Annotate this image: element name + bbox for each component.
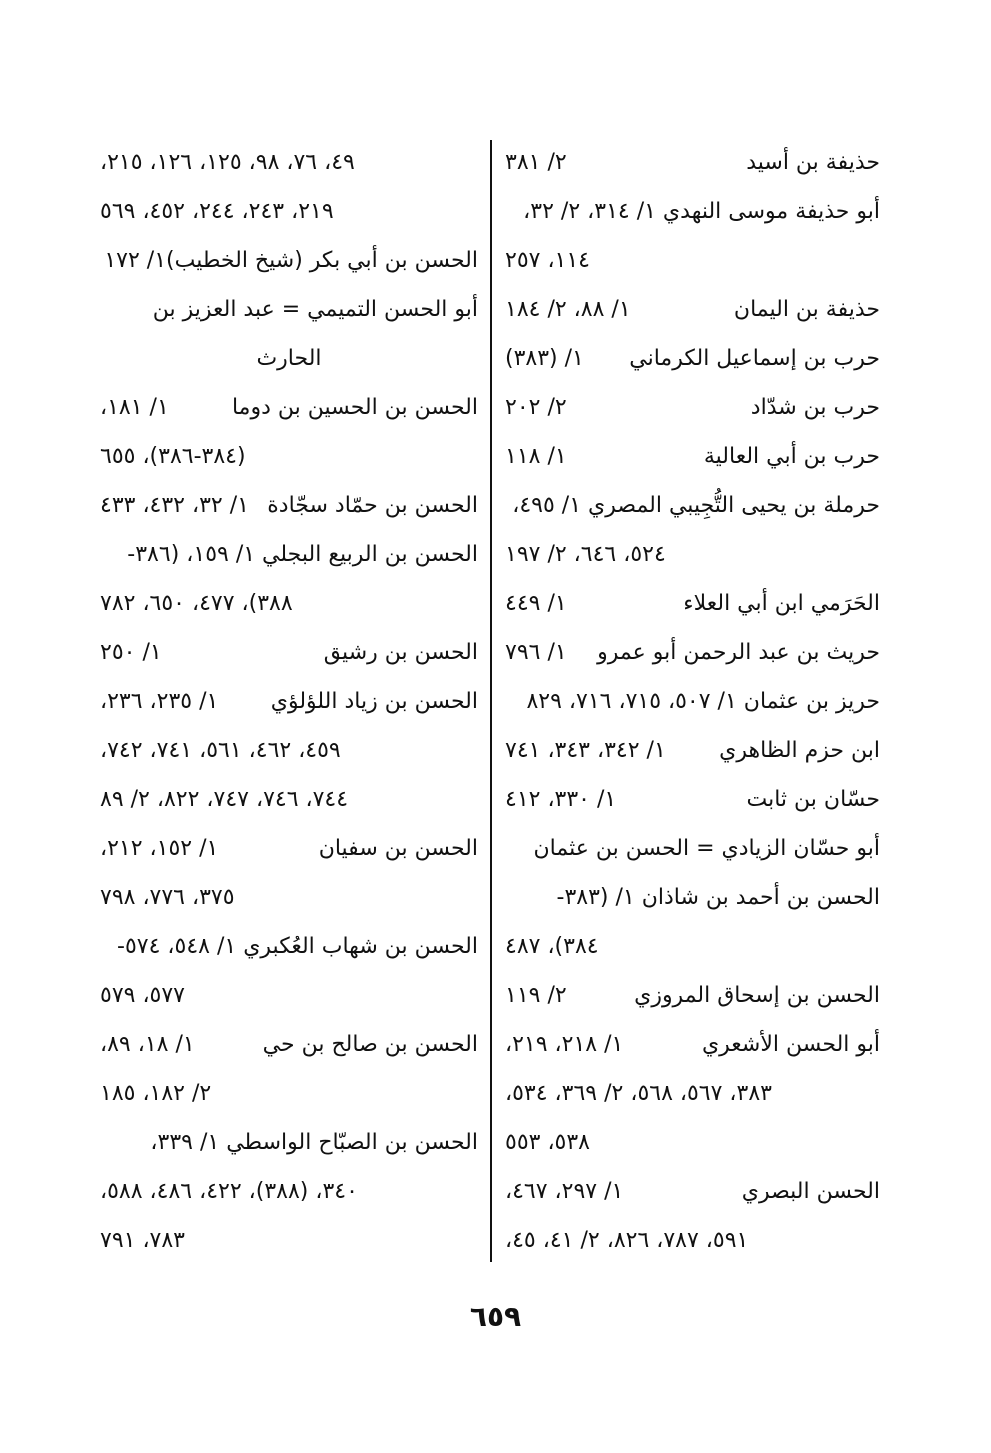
- entry-name: الحسن البصري: [741, 1179, 880, 1204]
- index-entry-line: [100, 334, 478, 383]
- entry-references: ٢/ ٣٨١: [505, 150, 567, 175]
- entry-continuation: ٤٥٩، ٤٦٢، ٥٦١، ٧٤١، ٧٤٢،: [100, 738, 341, 763]
- entry-references: ١/ ٢٥٠: [100, 640, 162, 665]
- index-entry-line: [100, 432, 478, 481]
- entry-name: حريث بن عبد الرحمن أبو عمرو: [597, 640, 880, 665]
- entry-continuation: (٣٨٤-٣٨٦)، ٦٥٥: [100, 444, 246, 469]
- index-entry-line: [505, 628, 880, 677]
- entry-text: الحسن بن الربيع البجلي ١/ ١٥٩، (٣٨٦-: [127, 542, 478, 567]
- entry-continuation: ١١٤، ٢٥٧: [505, 248, 590, 273]
- entry-references: ١/ ٣٣٠، ٤١٢: [505, 787, 617, 812]
- entry-references: ١/ ١٥٢، ٢١٢،: [100, 836, 219, 861]
- entry-name: الحسن بن حمّاد سجّادة: [267, 493, 478, 518]
- entry-text: أبو حسّان الزيادي = الحسن بن عثمان: [533, 836, 880, 861]
- index-entry-line: [100, 530, 478, 579]
- index-entry-line: [100, 971, 478, 1020]
- index-entry-line: [505, 873, 880, 922]
- entry-continuation: ٣٨٣، ٥٦٧، ٥٦٨، ٢/ ٣٦٩، ٥٣٤،: [505, 1081, 772, 1106]
- index-entry-line: [100, 726, 478, 775]
- entry-text: حريز بن عثمان ١/ ٥٠٧، ٧١٥، ٧١٦، ٨٢٩: [526, 689, 880, 714]
- index-entry-line: [100, 579, 478, 628]
- index-entry-line: [100, 677, 478, 726]
- index-entry-line: [100, 1020, 478, 1069]
- entry-continuation: ٧٤٤، ٧٤٦، ٧٤٧، ٨٢٢، ٢/ ٨٩: [100, 787, 349, 812]
- index-entry-line: [505, 1118, 880, 1167]
- index-entry-line: [505, 922, 880, 971]
- index-entry-line: [505, 824, 880, 873]
- entry-references: ٢/ ١١٩: [505, 983, 567, 1008]
- entry-name: الحسن بن الحسين بن دوما: [231, 395, 478, 420]
- entry-name: الحسن بن صالح بن حي: [262, 1032, 478, 1057]
- entry-continuation: ٣٧٥، ٧٧٦، ٧٩٨: [100, 885, 235, 910]
- column-divider: [490, 140, 492, 1262]
- entry-references: ١/ ٨٨، ٢/ ١٨٤: [505, 297, 631, 322]
- entry-references: ١/ ٤٤٩: [505, 591, 567, 616]
- entry-continuation: ٥٣٨، ٥٥٣: [505, 1130, 590, 1155]
- entry-name: الحسن بن سفيان: [318, 836, 478, 861]
- index-entry-line: [505, 285, 880, 334]
- index-entry-line: [505, 1069, 880, 1118]
- entry-references: ٢/ ٢٠٢: [505, 395, 567, 420]
- index-entry-line: [100, 138, 478, 187]
- index-entry-line: [100, 1167, 478, 1216]
- index-entry-line: [100, 1216, 478, 1265]
- index-entry-line: [100, 285, 478, 334]
- entry-name: حذيفة بن اليمان: [733, 297, 880, 322]
- index-entry-line: [505, 726, 880, 775]
- entry-name: الحَرَمي ابن أبي العلاء: [683, 591, 880, 616]
- entry-continuation: ٣٨٤)، ٤٨٧: [505, 934, 599, 959]
- index-entry-line: [505, 971, 880, 1020]
- entry-references: ١/ ١٨، ٨٩،: [100, 1032, 195, 1057]
- entry-continuation: الحارث: [256, 346, 322, 371]
- entry-continuation: ٥٧٧، ٥٧٩: [100, 983, 185, 1008]
- index-entry-line: [505, 1167, 880, 1216]
- entry-name: حسّان بن ثابت: [746, 787, 880, 812]
- index-entry-line: [100, 383, 478, 432]
- index-entry-line: [505, 432, 880, 481]
- index-entry-line: [505, 481, 880, 530]
- entry-continuation: ٣٨٨)، ٤٧٧، ٦٥٠، ٧٨٢: [100, 591, 293, 616]
- entry-text: أبو الحسن التميمي = عبد العزيز بن: [152, 297, 478, 322]
- entry-continuation: ٢١٩، ٢٤٣، ٢٤٤، ٤٥٢، ٥٦٩: [100, 199, 334, 224]
- index-entry-line: [505, 187, 880, 236]
- entry-name: حرب بن شدّاد: [750, 395, 880, 420]
- index-entry-line: [505, 775, 880, 824]
- right-column: [505, 138, 880, 1265]
- entry-text: الحسن بن الصبّاح الواسطي ١/ ٣٣٩،: [150, 1130, 478, 1155]
- entry-text: حرملة بن يحيى التُّجِيبي المصري ١/ ٤٩٥،: [512, 493, 880, 518]
- index-entry-line: [505, 579, 880, 628]
- entry-text: الحسن بن أحمد بن شاذان ١/ (٣٨٣-: [556, 885, 880, 910]
- index-entry-line: [505, 236, 880, 285]
- entry-references: ١/ ١١٨: [505, 444, 567, 469]
- entry-name: الحسن بن زياد اللؤلؤي: [270, 689, 478, 714]
- entry-text: الحسن بن أبي بكر (شيخ الخطيب)١/ ١٧٢: [104, 248, 478, 273]
- index-entry-line: [505, 530, 880, 579]
- entry-continuation: ٤٩، ٧٦، ٩٨، ١٢٥، ١٢٦، ٢١٥،: [100, 150, 355, 175]
- entry-references: ١/ ١٨١،: [100, 395, 169, 420]
- entry-references: ١/ (٣٨٣): [505, 346, 584, 371]
- index-entry-line: [505, 677, 880, 726]
- index-entry-line: [505, 1020, 880, 1069]
- entry-references: ١/ ٣٢، ٤٣٢، ٤٣٣: [100, 493, 249, 518]
- index-entry-line: [100, 873, 478, 922]
- index-entry-line: [100, 824, 478, 873]
- index-entry-line: [100, 922, 478, 971]
- entry-name: الحسن بن رشيق: [323, 640, 478, 665]
- entry-references: ١/ ٧٩٦: [505, 640, 567, 665]
- entry-continuation: ٢/ ١٨٢، ١٨٥: [100, 1081, 212, 1106]
- index-entry-line: [100, 775, 478, 824]
- entry-continuation: ٧٨٣، ٧٩١: [100, 1228, 185, 1253]
- entry-name: حذيفة بن أسيد: [746, 150, 880, 175]
- entry-references: ١/ ٢٩٧، ٤٦٧،: [505, 1179, 624, 1204]
- entry-continuation: ٥٢٤، ٦٤٦، ٢/ ١٩٧: [505, 542, 666, 567]
- index-entry-line: [505, 1216, 880, 1265]
- page-number: ٦٥٩: [469, 1300, 522, 1333]
- left-column: [100, 138, 478, 1265]
- entry-name: ابن حزم الظاهري: [719, 738, 880, 763]
- index-entry-line: [505, 138, 880, 187]
- entry-text: أبو حذيفة موسى النهدي ١/ ٣١٤، ٢/ ٣٢،: [523, 199, 880, 224]
- entry-references: ١/ ٢١٨، ٢١٩،: [505, 1032, 624, 1057]
- entry-text: الحسن بن شهاب العُكبري ١/ ٥٤٨، ٥٧٤-: [117, 934, 478, 959]
- index-entry-line: [505, 383, 880, 432]
- entry-continuation: ٣٤٠، (٣٨٨)، ٤٢٢، ٤٨٦، ٥٨٨،: [100, 1179, 358, 1204]
- entry-name: حرب بن إسماعيل الكرماني: [629, 346, 880, 371]
- entry-continuation: ٥٩١، ٧٨٧، ٨٢٦، ٢/ ٤١، ٤٥،: [505, 1228, 749, 1253]
- index-entry-line: [100, 236, 478, 285]
- entry-name: الحسن بن إسحاق المروزي: [634, 983, 880, 1008]
- entry-references: ١/ ٣٤٢، ٣٤٣، ٧٤١: [505, 738, 666, 763]
- entry-references: ١/ ٢٣٥، ٢٣٦،: [100, 689, 219, 714]
- index-entry-line: [100, 628, 478, 677]
- index-entry-line: [100, 1069, 478, 1118]
- index-entry-line: [100, 1118, 478, 1167]
- entry-name: أبو الحسن الأشعري: [701, 1032, 880, 1057]
- entry-name: حرب بن أبي العالية: [703, 444, 880, 469]
- index-entry-line: [100, 481, 478, 530]
- index-entry-line: [505, 334, 880, 383]
- index-entry-line: [100, 187, 478, 236]
